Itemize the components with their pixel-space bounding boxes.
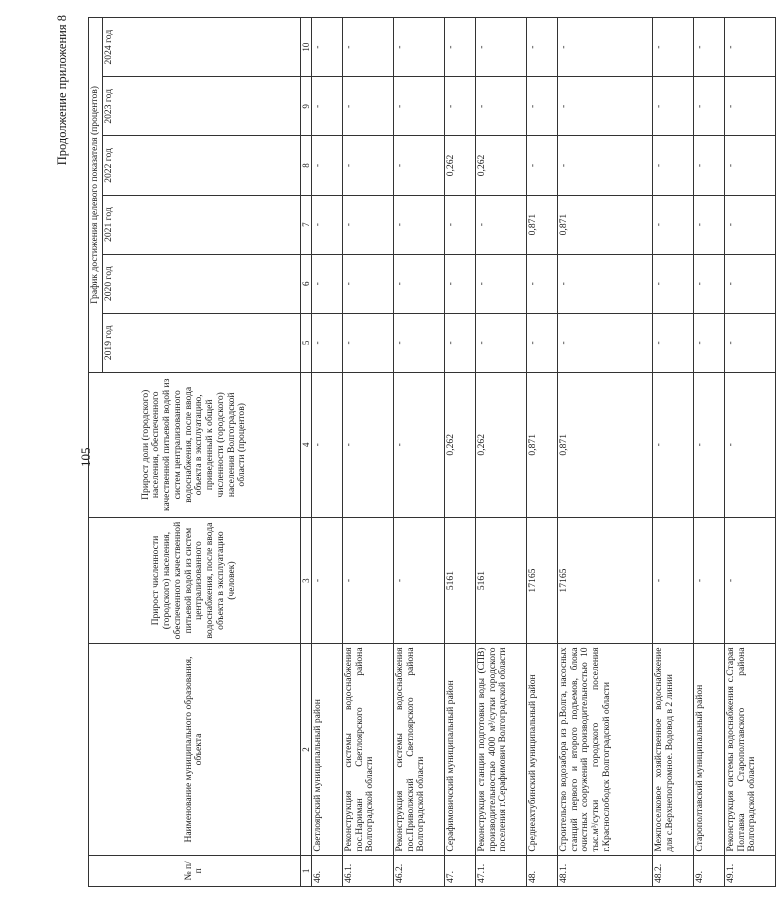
year-cell: - (557, 136, 652, 195)
row-number: 47.1. (475, 855, 526, 886)
table-row (652, 18, 693, 887)
column-index: 8 (300, 136, 311, 195)
population-cell: 5161 (475, 517, 526, 644)
year-cell: - (526, 18, 557, 77)
table-row (693, 18, 724, 887)
header-number: № п/п (89, 855, 301, 886)
population-cell: 5161 (444, 517, 475, 644)
row-name: Реконструкция системы водоснабжения пос.Нариман Светлоярского района Волгоградской области (342, 644, 393, 855)
targets-table (88, 17, 776, 887)
year-cell: - (475, 77, 526, 136)
row-number: 46.1. (342, 855, 393, 886)
table-body (311, 18, 775, 887)
table-row (475, 18, 526, 887)
year-cell: - (475, 313, 526, 372)
year-cell: 0,262 (444, 136, 475, 195)
year-cell: - (342, 195, 393, 254)
table-row (393, 18, 444, 887)
population-cell: 17165 (557, 517, 652, 644)
share-cell: 0,871 (557, 372, 652, 517)
row-name: Серафимовичский муниципальный район (444, 644, 475, 855)
year-cell: 0,262 (475, 136, 526, 195)
year-cell: - (342, 254, 393, 313)
year-cell: - (342, 136, 393, 195)
share-cell: 0,262 (475, 372, 526, 517)
column-index: 4 (300, 372, 311, 517)
year-cell: - (393, 313, 444, 372)
row-name: Светлоярский муниципальный район (311, 644, 342, 855)
header-year: 2023 год (102, 77, 300, 136)
header-year: 2021 год (102, 195, 300, 254)
year-cell: - (693, 313, 724, 372)
year-cell: - (444, 313, 475, 372)
population-cell: - (652, 517, 693, 644)
year-cell: - (393, 195, 444, 254)
row-number: 49.1. (724, 855, 775, 886)
header-share: Прирост доли (городского) населения, обеспеченного качественной питьевой водой из систем централизованного водоснабжения, после ввода объекта в эксплуатацию, приведенный к общей численности (городского) населения Волгоградской области (процентов) (89, 372, 301, 517)
year-cell: - (393, 18, 444, 77)
year-cell: 0,871 (526, 195, 557, 254)
year-cell: - (444, 195, 475, 254)
year-cell: - (724, 313, 775, 372)
row-name: Реконструкция станции подготовки воды (СПВ) производительностью 4000 м³/сутки городского поселения г.Серафимович Волгоградской области (475, 644, 526, 855)
year-cell: - (342, 77, 393, 136)
population-cell: - (342, 517, 393, 644)
population-cell: - (724, 517, 775, 644)
column-index: 7 (300, 195, 311, 254)
year-cell: - (652, 18, 693, 77)
year-cell: - (311, 195, 342, 254)
year-cell: - (652, 77, 693, 136)
year-cell: - (693, 77, 724, 136)
table-row (724, 18, 775, 887)
year-cell: - (311, 77, 342, 136)
share-cell: - (652, 372, 693, 517)
population-cell: - (393, 517, 444, 644)
year-cell: - (724, 136, 775, 195)
year-cell: - (526, 136, 557, 195)
table-row (557, 18, 652, 887)
year-cell: - (444, 77, 475, 136)
column-index: 1 (300, 855, 311, 886)
column-index: 6 (300, 254, 311, 313)
year-cell: - (652, 195, 693, 254)
row-number: 46. (311, 855, 342, 886)
year-cell: 0,871 (557, 195, 652, 254)
year-cell: - (311, 18, 342, 77)
row-name: Реконструкция системы водоснабжения с.Старая Полтавка Старополтавского района Волгоградской области (724, 644, 775, 855)
row-name: Старополтавский муниципальный район (693, 644, 724, 855)
row-number: 46.2. (393, 855, 444, 886)
row-number: 48.1. (557, 855, 652, 886)
year-cell: - (475, 254, 526, 313)
row-name: Строительство водозабора из р.Волга, насосных станций первого и второго подъемов, блока очистных сооружений производительностью 10 тыс.м³/сутки городского поселения г.Краснослободск Волгоградской области (557, 644, 652, 855)
row-number: 47. (444, 855, 475, 886)
column-index: 5 (300, 313, 311, 372)
year-cell: - (475, 195, 526, 254)
table-row (342, 18, 393, 887)
year-cell: - (393, 77, 444, 136)
share-cell: - (393, 372, 444, 517)
share-cell: - (342, 372, 393, 517)
population-cell: - (693, 517, 724, 644)
table-row (311, 18, 342, 887)
year-cell: - (652, 254, 693, 313)
year-cell: - (693, 254, 724, 313)
year-cell: - (526, 254, 557, 313)
year-cell: - (693, 136, 724, 195)
year-cell: - (724, 18, 775, 77)
year-cell: - (393, 136, 444, 195)
share-cell: - (693, 372, 724, 517)
row-number: 48. (526, 855, 557, 886)
share-cell: - (724, 372, 775, 517)
year-cell: - (724, 254, 775, 313)
year-cell: - (693, 18, 724, 77)
population-cell: - (311, 517, 342, 644)
share-cell: 0,871 (526, 372, 557, 517)
year-cell: - (652, 313, 693, 372)
population-cell: 17165 (526, 517, 557, 644)
year-cell: - (724, 195, 775, 254)
year-cell: - (311, 254, 342, 313)
year-cell: - (342, 18, 393, 77)
row-number: 48.2. (652, 855, 693, 886)
share-cell: - (311, 372, 342, 517)
column-index: 10 (300, 18, 311, 77)
column-index: 9 (300, 77, 311, 136)
year-cell: - (475, 18, 526, 77)
year-cell: - (557, 313, 652, 372)
share-cell: 0,262 (444, 372, 475, 517)
header-population: Прирост численности (городского) населения, обеспеченного качественной питьевой водой из систем централизованного водоснабжения, после ввода объекта в эксплуатацию (человек) (89, 517, 301, 644)
year-cell: - (342, 313, 393, 372)
year-cell: - (526, 313, 557, 372)
table-row (444, 18, 475, 887)
header-name: Наименование муниципального образования, объекта (89, 644, 301, 855)
year-cell: - (557, 254, 652, 313)
header-year: 2020 год (102, 254, 300, 313)
page-number: 105 (78, 447, 93, 467)
header-year: 2019 год (102, 313, 300, 372)
row-name: Реконструкция системы водоснабжения пос.Приволжский Светлоярского района Волгоградской области (393, 644, 444, 855)
header-year: 2024 год (102, 18, 300, 77)
table-row (526, 18, 557, 887)
year-cell: - (724, 77, 775, 136)
year-cell: - (693, 195, 724, 254)
year-cell: - (557, 77, 652, 136)
header-schedule: График достижения целевого показателя (процентов) (89, 18, 103, 373)
row-number: 49. (693, 855, 724, 886)
row-name: Межпоселковое хозяйственное водоснабжение для с.Верхнепогромное. Водовод в 2 линии (652, 644, 693, 855)
year-cell: - (557, 18, 652, 77)
year-cell: - (393, 254, 444, 313)
row-name: Среднеахтубинский муниципальный район (526, 644, 557, 855)
year-cell: - (652, 136, 693, 195)
continuation-label: Продолжение приложения 8 (55, 15, 69, 166)
year-cell: - (311, 136, 342, 195)
year-cell: - (311, 313, 342, 372)
year-cell: - (444, 18, 475, 77)
header-year: 2022 год (102, 136, 300, 195)
column-index-row (300, 18, 311, 887)
column-index: 2 (300, 644, 311, 855)
year-cell: - (526, 77, 557, 136)
column-index: 3 (300, 517, 311, 644)
year-cell: - (444, 254, 475, 313)
